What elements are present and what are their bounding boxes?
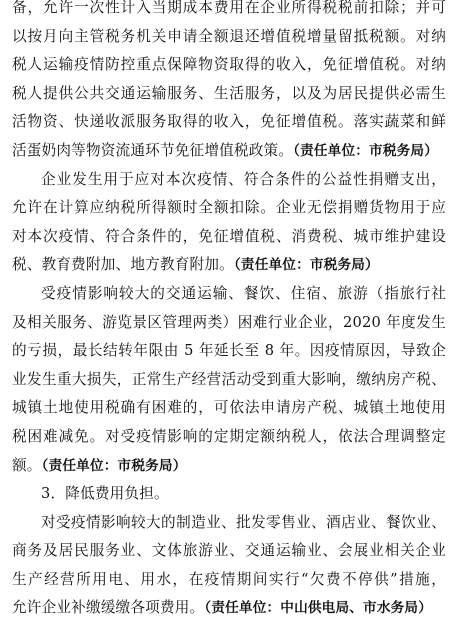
text-line: 城镇土地使用税确有困难的，可依法申请房产税、城镇土地使用 [12, 399, 446, 417]
responsible-unit: （责任单位：市税务局） [41, 457, 187, 474]
text-line: 的亏损，最长结转年限由 5 年延长至 8 年。因疫情原因，导致企 [12, 342, 446, 360]
responsible-unit: （责任单位：市税务局） [293, 142, 439, 159]
text-line: 企业发生用于应对本次疫情、符合条件的公益性捐赠支出， [41, 170, 446, 188]
text-line: 及相关服务、游览景区管理两类）困难行业企业，2020 年度发生 [12, 313, 446, 331]
text-line [12, 251, 446, 280]
text-line: 允许在计算应纳税所得额时全额扣除。企业无偿捐赠货物用于应 [12, 199, 446, 217]
responsible-unit: （责任单位：中山供电局、市水务局） [204, 600, 433, 617]
text-line: 生产经营所用电、用水，在疫情期间实行“欠费不停供”措施， [12, 570, 446, 588]
text-line [12, 452, 446, 481]
section-heading: 3．降低费用负担。 [41, 485, 169, 503]
section-heading-reduce-fees [12, 480, 446, 509]
text-segment: 活蛋奶肉等物资流通环节免征增值税政策。 [12, 141, 294, 159]
text-segment: 税、教育费附加、地方教育附加。 [12, 256, 234, 274]
text-line: 对本次疫情、符合条件的，免征增值税、消费税、城市维护建设 [12, 227, 446, 245]
text-line: 受疫情影响较大的交通运输、餐饮、住宿、旅游（指旅行社 [41, 284, 446, 302]
text-line: 税人提供公共交通运输服务、生活服务，以及为居民提供必需生 [12, 84, 446, 102]
text-line: 对受疫情影响较大的制造业、批发零售业、酒店业、餐饮业、 [41, 513, 446, 531]
text-line: 以按月向主管税务机关申请全额退还增值税增量留抵税额。对纳 [12, 27, 446, 45]
text-line: 商务及居民服务业、文体旅游业、交通运输业、会展业相关企业 [12, 542, 446, 560]
paragraph-loss-carryforward [12, 280, 446, 480]
text-line [12, 137, 446, 166]
text-line: 业发生重大损失，正常生产经营活动受到重大影响，缴纳房产税、 [12, 370, 446, 388]
text-line: 税困难减免。对受疫情影响的定期定额纳税人，依法合理调整定 [12, 427, 446, 445]
text-line: 税人运输疫情防控重点保障物资取得的收入，免征增值税。对纳 [12, 56, 446, 74]
paragraph-tax-relief-continued [12, 0, 446, 166]
text-line: 活物资、快递收派服务取得的收入，免征增值税。落实蔬菜和鲜 [12, 113, 446, 131]
text-line [12, 594, 446, 623]
paragraph-utility-fees [12, 509, 446, 623]
paragraph-donation-deduction [12, 166, 446, 280]
text-line: 备，允许一次性计入当期成本费用在企业所得税税前扣除；并可 [12, 0, 446, 16]
text-segment: 额。 [12, 456, 42, 474]
text-segment: 允许企业补缴缓缴各项费用。 [12, 599, 205, 617]
responsible-unit: （责任单位：市税务局） [233, 257, 379, 274]
